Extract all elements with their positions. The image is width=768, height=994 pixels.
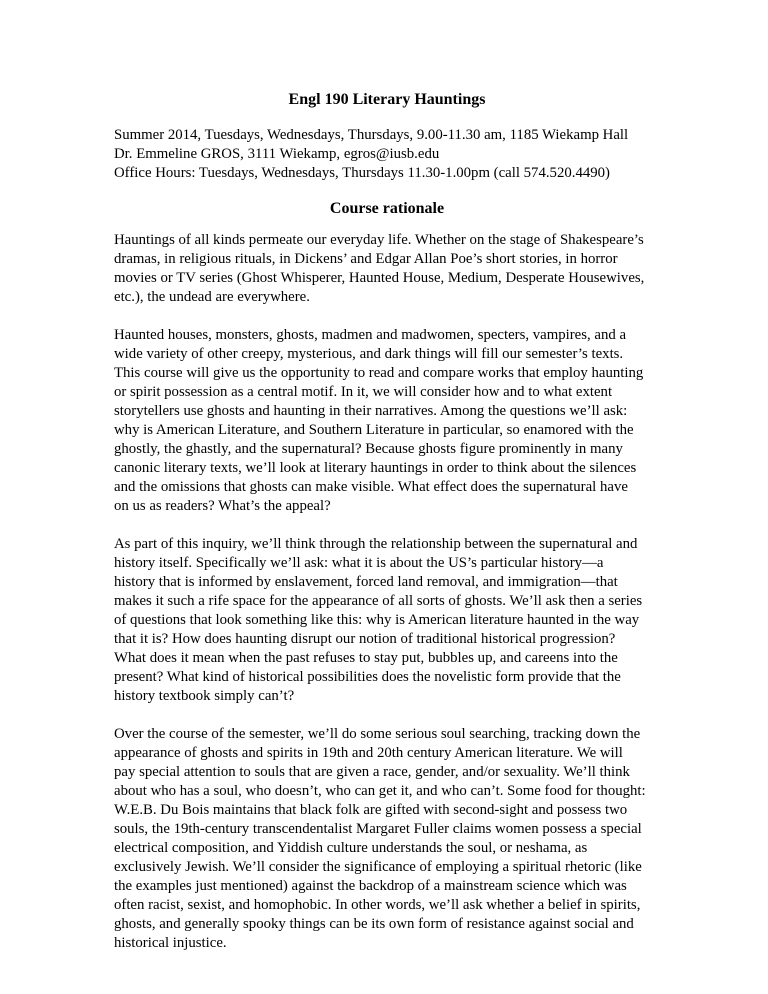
text-line: Hauntings of all kinds permeate our everyday life. Whether on the stage of Shakespeare’s [114,232,644,248]
document-page [114,90,660,972]
text-line: why is American Literature, and Southern Literature in particular, so enamored with the [114,422,634,438]
meta-office-hours: Office Hours: Tuesdays, Wednesdays, Thursdays 11.30-1.00pm (call 574.520.4490) [114,165,610,181]
text-line: pay special attention to souls that are given a race, gender, and/or sexuality. We’ll think [114,764,630,780]
text-line: appearance of ghosts and spirits in 19th and 20th century American literature. We will [114,745,623,761]
text-line: ghostly, the ghastly, and the supernatural? Because ghosts figure prominently in many [114,441,623,457]
text-line: dramas, in religious rituals, in Dickens’ and Edgar Allan Poe’s short stories, in horror [114,251,618,267]
text-line: etc.), the undead are everywhere. [114,289,310,305]
text-line: What does it mean when the past refuses to stay put, bubbles up, and careens into the [114,650,618,666]
text-line: W.E.B. Du Bois maintains that black folk are gifted with second-sight and possess two [114,802,628,818]
text-line: storytellers use ghosts and haunting in their narratives. Among the questions we’ll ask: [114,403,628,419]
text-line: exclusively Jewish. We’ll consider the significance of employing a spiritual rhetoric (like [114,859,642,875]
text-line: As part of this inquiry, we’ll think through the relationship between the supernatural and [114,536,638,552]
paragraph-1 [114,231,660,307]
text-line: history that is informed by enslavement, forced land removal, and immigration—that [114,574,618,590]
text-line: wide variety of other creepy, mysterious, and dark things will fill our semester’s texts. [114,346,624,362]
text-line: ghosts, and generally spooky things can be its own form of resistance against social and [114,916,634,932]
text-line: Haunted houses, monsters, ghosts, madmen and madwomen, specters, vampires, and a [114,327,627,343]
text-line: or spirit possession as a central motif. In it, we will consider how and to what extent [114,384,613,400]
text-line: the examples just mentioned) against the backdrop of a mainstream science which was [114,878,627,894]
text-line: canonic literary texts, we’ll look at literary hauntings in order to think about the silences [114,460,637,476]
text-line: of questions that look something like this: why is American literature haunted in the way [114,612,640,628]
paragraph-3 [114,535,660,706]
text-line: that it is? How does haunting disrupt our notion of traditional historical progression? [114,631,616,647]
text-line: present? What kind of historical possibilities does the novelistic form provide that the [114,669,621,685]
text-line: electrical composition, and Yiddish culture understands the soul, or neshama, as [114,840,588,856]
text-line: historical injustice. [114,935,227,951]
text-line: Over the course of the semester, we’ll do some serious soul searching, tracking down the [114,726,641,742]
text-line: makes it such a rife space for the appearance of all sorts of ghosts. We’ll ask then a series [114,593,643,609]
text-line: history itself. Specifically we’ll ask: what it is about the US’s particular history—a [114,555,604,571]
text-line: souls, the 19th-century transcendentalist Margaret Fuller claims women possess a special [114,821,642,837]
paragraph-4 [114,725,660,953]
text-line: This course will give us the opportunity to read and compare works that employ haunting [114,365,644,381]
section-heading: Course rationale [329,200,445,217]
document-title: Engl 190 Literary Hauntings [288,91,486,108]
text-line: about who has a soul, who doesn’t, who can get it, and who can’t. Some food for thought: [114,783,646,799]
text-line: often racist, sexist, and homophobic. In other words, we’ll ask whether a belief in spirits, [114,897,641,913]
text-line: and the omissions that ghosts can make visible. What effect does the supernatural have [114,479,628,495]
text-line: on us as readers? What’s the appeal? [114,498,331,514]
course-meta [114,126,660,183]
meta-schedule: Summer 2014, Tuesdays, Wednesdays, Thursdays, 9.00-11.30 am, 1185 Wiekamp Hall [114,127,629,143]
paragraph-2 [114,326,660,516]
text-line: history textbook simply can’t? [114,688,295,704]
meta-instructor: Dr. Emmeline GROS, 3111 Wiekamp, egros@iusb.edu [114,146,440,162]
text-line: movies or TV series (Ghost Whisperer, Haunted House, Medium, Desperate Housewives, [114,270,645,286]
